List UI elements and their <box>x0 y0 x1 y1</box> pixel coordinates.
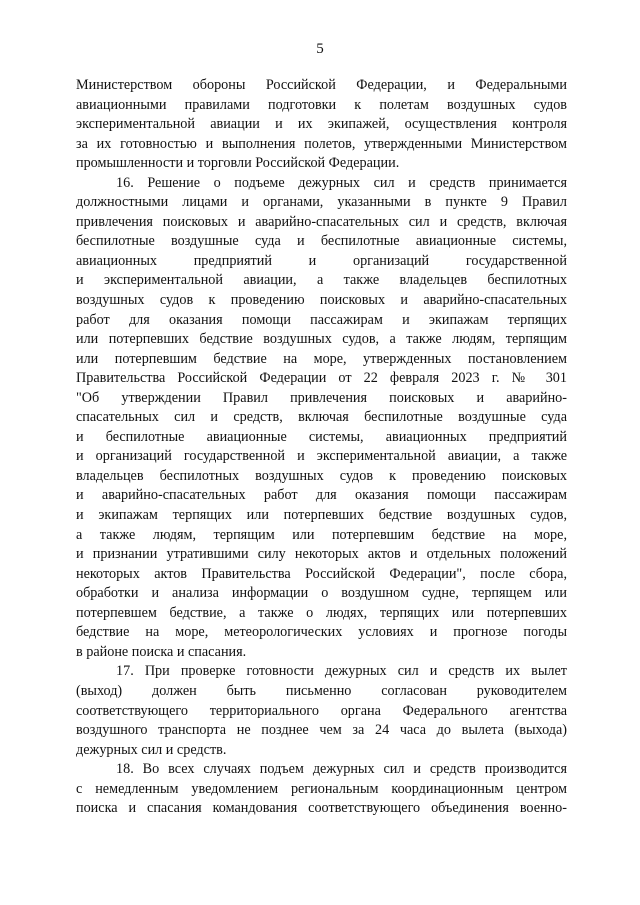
text-line: и экипажам терпящих или потерпевших бедствие воздушных судов, <box>76 507 567 524</box>
text-line: или потерпевших бедствие воздушных судов, а также людям, терпящим <box>76 331 567 348</box>
text-line: бедствие на море, метеорологических условиях и прогнозе погоды <box>76 624 567 641</box>
text-line: спасательных сил и средств, включая беспилотные воздушные суда <box>76 409 567 426</box>
text-line: привлечения поисковых и аварийно-спасательных сил и средств, включая <box>76 213 567 230</box>
text-line: и аварийно-спасательных работ для оказания помощи пассажирам <box>76 487 567 504</box>
text-line: 16. Решение о подъеме дежурных сил и средств принимается <box>116 174 567 191</box>
text-line: работ для оказания помощи пассажирам и экипажам терпящих <box>76 311 567 328</box>
text-line: поиска и спасания командования соответствующего объединения военно- <box>76 800 567 817</box>
text-line: воздушного транспорта не позднее чем за 24 часа до вылета (выхода) <box>76 722 567 739</box>
text-line: воздушных судов к проведению поисковых и аварийно-спасательных <box>76 292 567 309</box>
text-line: авиационными правилами подготовки к полетам воздушных судов <box>76 96 567 113</box>
text-line: Правительства Российской Федерации от 22 февраля 2023 г. № 301 <box>76 370 567 387</box>
text-line: дежурных сил и средств. <box>76 741 227 758</box>
text-line: и беспилотные авиационные системы, авиационных предприятий <box>76 428 567 445</box>
text-line: и экспериментальной авиации, а также владельцев беспилотных <box>76 272 567 289</box>
text-line: беспилотные воздушные суда и беспилотные авиационные системы, <box>76 233 567 250</box>
text-line: соответствующего территориального органа Федерального агентства <box>76 702 567 719</box>
text-line: в районе поиска и спасания. <box>76 643 247 660</box>
text-line: промышленности и торговли Российской Федерации. <box>76 155 400 172</box>
text-line: с немедленным уведомлением региональным координационным центром <box>76 780 567 797</box>
text-line: обработки и анализа информации о воздушном судне, терпящем или <box>76 585 567 602</box>
text-line: "Об утверждении Правил привлечения поисковых и аварийно- <box>76 389 567 406</box>
text-line: Министерством обороны Российской Федерации, и Федеральными <box>76 77 567 93</box>
text-line: или потерпевшим бедствие на море, утвержденных постановлением <box>76 350 567 367</box>
document-body <box>76 76 567 819</box>
text-line: а также людям, терпящим или потерпевшим бедствие на море, <box>76 526 567 543</box>
page-number: 5 <box>316 41 324 57</box>
text-line: за их готовностью и выполнения полетов, утвержденными Министерством <box>76 135 567 152</box>
text-line: владельцев беспилотных воздушных судов к проведению поисковых <box>76 467 567 484</box>
text-line: некоторых актов Правительства Российской Федерации", после сбора, <box>76 565 567 582</box>
text-line: (выход) должен быть письменно согласован руководителем <box>76 682 567 699</box>
text-line: и организаций государственной и экспериментальной авиации, а также <box>76 448 567 465</box>
text-line: потерпевшем бедствие, а также о людях, терпящих или потерпевших <box>76 604 567 621</box>
text-line: авиационных предприятий и организаций государственной <box>76 252 567 269</box>
text-line: 18. Во всех случаях подъем дежурных сил и средств производится <box>116 761 567 778</box>
text-line: должностными лицами и органами, указанными в пункте 9 Правил <box>76 194 567 211</box>
text-line: 17. При проверке готовности дежурных сил и средств их вылет <box>116 663 567 680</box>
text-line: и признании утратившими силу некоторых актов и отдельных положений <box>76 546 567 563</box>
text-line: экспериментальной авиации и их экипажей, осуществления контроля <box>76 116 567 133</box>
